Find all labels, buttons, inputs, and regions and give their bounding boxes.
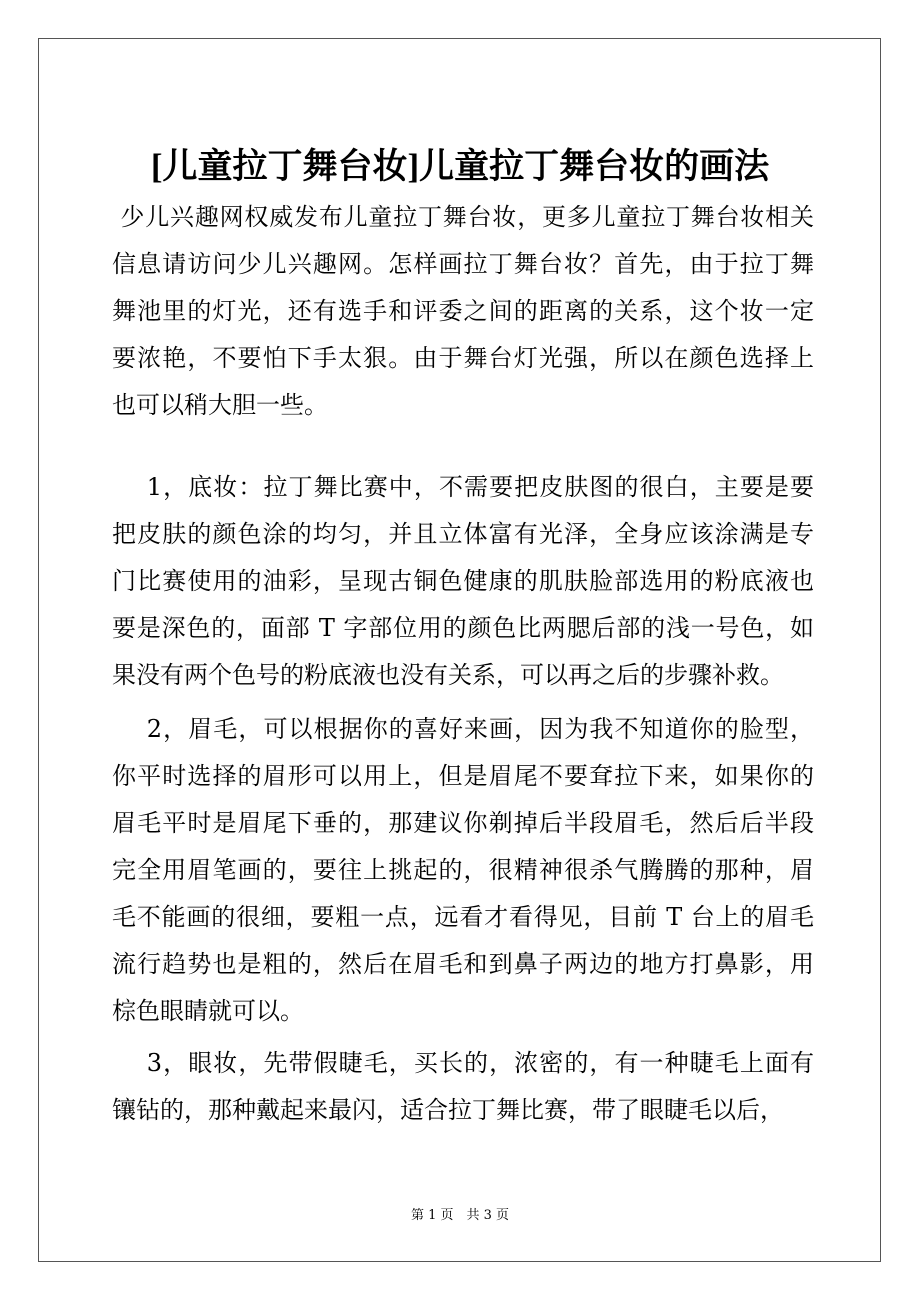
text-line: 完全用眉笔画的，要往上挑起的，很精神很杀气腾腾的那种，眉 xyxy=(112,856,814,884)
paragraph xyxy=(112,706,814,1035)
text-line: 镶钻的，那种戴起来最闪，适合拉丁舞比赛，带了眼睫毛以后， xyxy=(112,1096,784,1124)
text-line: 2，眉毛，可以根据你的喜好来画，因为我不知道你的脸型， xyxy=(112,715,814,743)
text-line: 舞池里的灯光，还有选手和评委之间的距离的关系，这个妆一定 xyxy=(112,297,814,325)
text-line: 把皮肤的颜色涂的均匀，并且立体富有光泽，全身应该涂满是专 xyxy=(112,520,814,548)
text-line: 门比赛使用的油彩，呈现古铜色健康的肌肤脸部选用的粉底液也 xyxy=(112,567,814,595)
page-footer: 第 1 页 共 3 页 xyxy=(410,1208,510,1223)
text-line: 要是深色的，面部 T 字部位用的颜色比两腮后部的浅一号色，如 xyxy=(112,614,814,642)
paragraph xyxy=(112,1040,814,1134)
text-line: 眉毛平时是眉尾下垂的，那建议你剃掉后半段眉毛，然后后半段 xyxy=(112,809,814,837)
paragraph xyxy=(112,464,814,699)
text-line: 毛不能画的很细，要粗一点，远看才看得见，目前 T 台上的眉毛 xyxy=(112,903,814,931)
paragraph xyxy=(112,194,814,429)
text-line: 信息请访问少儿兴趣网。怎样画拉丁舞台妆？首先，由于拉丁舞 xyxy=(112,250,814,278)
document-body xyxy=(112,194,814,1134)
text-line: 你平时选择的眉形可以用上，但是眉尾不要耷拉下来，如果你的 xyxy=(112,762,814,790)
text-line: 也可以稍大胆一些。 xyxy=(112,391,328,419)
text-line: 棕色眼睛就可以。 xyxy=(112,997,304,1025)
text-line: 要浓艳，不要怕下手太狠。由于舞台灯光强，所以在颜色选择上 xyxy=(112,344,814,372)
text-line: 果没有两个色号的粉底液也没有关系，可以再之后的步骤补救。 xyxy=(112,661,784,689)
document-title: [儿童拉丁舞台妆]儿童拉丁舞台妆的画法 xyxy=(150,147,770,186)
text-line: 3，眼妆，先带假睫毛，买长的，浓密的，有一种睫毛上面有 xyxy=(112,1049,814,1077)
text-line: 少儿兴趣网权威发布儿童拉丁舞台妆，更多儿童拉丁舞台妆相关 xyxy=(112,203,814,231)
text-line: 1，底妆：拉丁舞比赛中，不需要把皮肤图的很白，主要是要 xyxy=(112,473,814,501)
text-line: 流行趋势也是粗的，然后在眉毛和到鼻子两边的地方打鼻影，用 xyxy=(112,950,814,978)
